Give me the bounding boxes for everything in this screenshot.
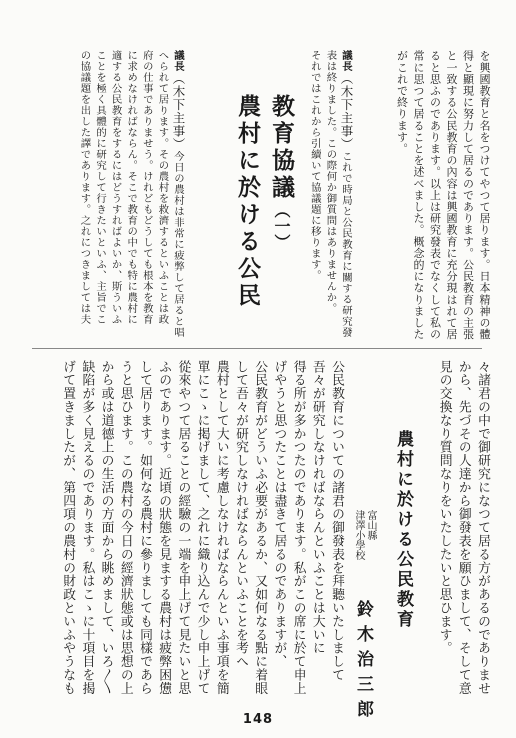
chair-remark-2 — [76, 50, 186, 340]
text-line — [169, 50, 186, 340]
chair-remark-1 — [306, 50, 354, 340]
affiliation-prefecture: 富山縣 — [365, 510, 376, 540]
text-line: の協議題を出した譯であります。之れにつきましては夫 — [78, 50, 91, 325]
speaker-name-text: 鈴木治三郎 — [353, 600, 373, 725]
speaker-note: （木下主事） — [171, 72, 186, 151]
text-line: へられて居ります。その農村を救濟するといふことは政 — [156, 50, 169, 325]
text-line: 表は終りました。この際何か御質問はありませんか。 — [324, 50, 337, 314]
text-line: 見の交換なり質問なりをいたしたいと思ひます。 — [436, 360, 452, 655]
bottom-continuation-text — [434, 360, 492, 695]
section-title-line-1: 農村に於ける公民 — [234, 94, 260, 310]
text-line: 缺陷が多く見えるのであります。私はこゝに十項目を揭 — [79, 360, 95, 695]
text-line: 得と顯現に努力して居るのであります。公民教育の主張 — [461, 50, 475, 340]
text-line: して居ります。如何なる農村に參りましても同樣であら — [136, 360, 152, 695]
text-line: ふのであります。近頃の狀態を見まする農村は疲弊困憊 — [156, 360, 172, 695]
text-line: 公民教育がどういふ必要があるか、又如何なる點に着眼 — [252, 360, 268, 695]
text-segment: これで時局と公民教育に關する研究發 — [340, 150, 352, 338]
text-line: ことを極く具體的に研究して行きたいといふ、主旨でこ — [94, 50, 107, 325]
text-line: げやうと思つたことは盡きて居るのでありますが、 — [271, 360, 287, 669]
speaker-label: 議長 — [340, 50, 352, 72]
text-line: 從來やつて居ることの經驗の一端を申上げて見たいと思 — [175, 360, 191, 695]
text-line: 吾々が研究しなければならんといふことは大いに — [309, 360, 325, 655]
speaker-affiliation — [352, 510, 376, 560]
text-line: げて置きましたが、第四項の農村の財政といふやうなも — [60, 360, 76, 695]
text-line: して吾々が研究しなければならんといふことを考へ — [232, 360, 248, 669]
text-line — [337, 50, 354, 340]
speaker-note: （木下主事） — [339, 72, 354, 151]
text-line: 公民教育についての諸君の御發表を拜聽いたしまして — [329, 360, 344, 682]
text-line: から或は道德上の生活の方面から眺めまして、いろ〳〵 — [98, 360, 114, 695]
text-line: から、先づその人達から御發表を願ひまして、そして意 — [455, 360, 471, 695]
text-line: それではこれから引續いて協議題に移ります。 — [308, 50, 321, 281]
top-continuation-text — [393, 50, 492, 340]
text-line: 單にこゝに掲げまして、之れに織り込んで少し申上げて — [194, 360, 210, 695]
subsection-title — [391, 430, 416, 630]
section-title-line-2: 教育協議 — [268, 94, 294, 202]
page-number: 148 — [242, 712, 274, 727]
text-line: を興國教育と名をつけてやつて居ります。日本精神の體 — [478, 50, 491, 340]
text-line: 常に思つて居ることを述べました。概念的になりました — [412, 50, 425, 340]
text-line: 々諸君の中で御研究になつて居る方があるのでありませ — [475, 360, 490, 695]
text-line: 農村として大いに考慮しなければならんといふ事項を簡 — [213, 360, 229, 695]
section-number: （一） — [272, 202, 291, 250]
section-title-2 — [265, 94, 298, 250]
text-line: に求めなければならん。そこで教育の中でも特に農村に — [125, 50, 138, 325]
column-divider — [32, 348, 482, 349]
speaker-name — [351, 600, 376, 725]
text-line: 得る所が多かつたのであります。私がこの席に於て申上 — [290, 360, 306, 695]
speech-body — [16, 360, 346, 695]
text-line: ると思ふのであります。以上は研究發表でなくして私の — [428, 50, 442, 340]
affiliation-school: 津澤小學校 — [353, 510, 364, 560]
text-line: 府の仕事でありませう。けれどもどうしても根本を教育 — [140, 50, 153, 325]
text-line: 適する公民教育をするにはどうすればよいか、斯ういふ — [109, 50, 122, 325]
text-line: がこれで終ります。 — [395, 50, 409, 155]
section-title — [231, 94, 264, 310]
text-segment: 今日の農村は非常に疲弊して居ると唱 — [172, 150, 184, 338]
text-line: うと思ひます。この農村の今日の經濟狀態或は思想の上 — [117, 360, 133, 695]
subsection-title-text: 農村に於ける公民教育 — [393, 430, 413, 630]
speaker-label: 議長 — [172, 50, 184, 72]
text-line: と一致する公民教育の內容は興國教育に充分現はれて居 — [445, 50, 458, 340]
